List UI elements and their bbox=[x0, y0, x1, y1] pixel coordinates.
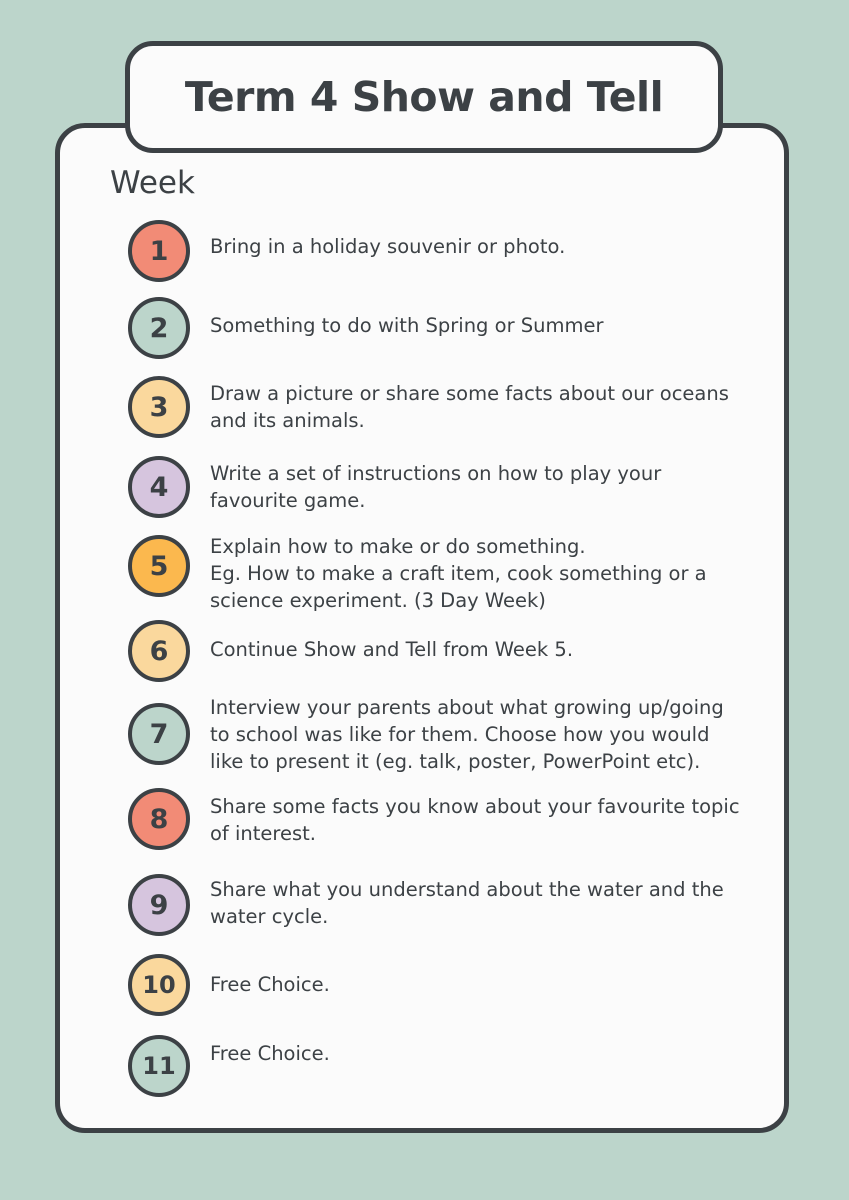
week-number-badge: 11 bbox=[128, 1035, 190, 1097]
week-activity-text: Draw a picture or share some facts about our oceans and its animals. bbox=[210, 382, 729, 432]
week-number-badge: 6 bbox=[128, 620, 190, 682]
week-heading: Week bbox=[110, 165, 195, 201]
week-activity-text: Bring in a holiday souvenir or photo. bbox=[210, 235, 566, 258]
week-activity-text: Share some facts you know about your favourite topic of interest. bbox=[210, 795, 740, 845]
week-activity-text: Continue Show and Tell from Week 5. bbox=[210, 638, 574, 661]
week-activity-text: Interview your parents about what growing up/going to school was like for them. Choose how you would like to present it (eg. talk, poster, PowerPoint etc). bbox=[210, 696, 724, 773]
week-number-badge: 3 bbox=[128, 376, 190, 438]
week-activity-text: Share what you understand about the water and the water cycle. bbox=[210, 878, 724, 928]
title-banner bbox=[125, 41, 723, 153]
page-title: Term 4 Show and Tell bbox=[184, 73, 664, 121]
week-activity-text: Free Choice. bbox=[210, 973, 330, 996]
week-number-badge: 5 bbox=[128, 535, 190, 597]
week-activity-text: Explain how to make or do something. Eg. How to make a craft item, cook something or a science experiment. (3 Day Week) bbox=[210, 535, 707, 612]
week-activity-text: Write a set of instructions on how to play your favourite game. bbox=[210, 462, 662, 512]
week-number-badge: 1 bbox=[128, 220, 190, 282]
week-number-badge: 7 bbox=[128, 703, 190, 765]
week-number-badge: 2 bbox=[128, 297, 190, 359]
week-activity-text: Something to do with Spring or Summer bbox=[210, 314, 604, 337]
week-number-badge: 10 bbox=[128, 954, 190, 1016]
week-activity-text: Free Choice. bbox=[210, 1042, 330, 1065]
week-number-badge: 9 bbox=[128, 874, 190, 936]
week-number-badge: 4 bbox=[128, 456, 190, 518]
week-number-badge: 8 bbox=[128, 788, 190, 850]
